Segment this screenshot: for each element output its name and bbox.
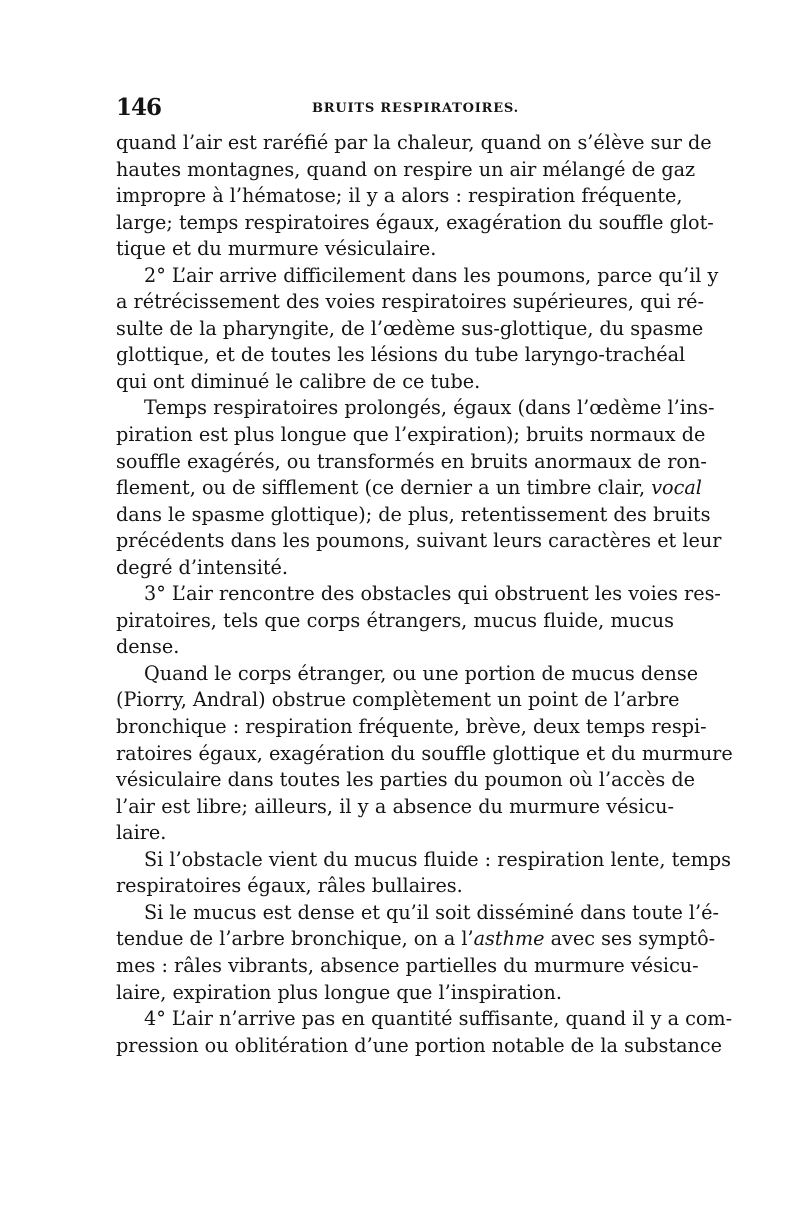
text-line: Temps respiratoires prolongés, égaux (dans l’œdème l’ins- (144, 396, 715, 420)
text-line: degré d’intensité. (116, 555, 288, 579)
text-line: précédents dans les poumons, suivant leurs caractères et leur (116, 529, 722, 553)
text-line: dense. (116, 635, 180, 659)
text-line: piration est plus longue que l’expiration); bruits normaux de (116, 423, 706, 447)
text-line: sulte de la pharyngite, de l’œdème sus-glottique, du spasme (116, 316, 704, 340)
text-line: quand l’air est raréfié par la chaleur, quand on s’élève sur de (116, 131, 712, 154)
text-line: flement, ou de sifflement (ce dernier a un timbre clair, vocal (116, 476, 702, 500)
text-line: large; temps respiratoires égaux, exagération du souffle glot- (116, 210, 714, 234)
text-line: pression ou oblitération d’une portion notable de la substance (116, 1033, 722, 1057)
text-line: a rétrécissement des voies respiratoires supérieures, qui ré- (116, 290, 704, 314)
text-line: piratoires, tels que corps étrangers, mucus fluide, mucus (116, 608, 674, 632)
text-line: 4° L’air n’arrive pas en quantité suffisante, quand il y a com- (144, 1007, 733, 1031)
page-number: 146 (116, 94, 162, 121)
text-line: Si le mucus est dense et qu’il soit disséminé dans toute l’é- (144, 900, 719, 924)
text-line: tique et du murmure vésiculaire. (116, 237, 437, 261)
text-line: glottique, et de toutes les lésions du tube laryngo-trachéal (116, 343, 686, 367)
text-line: 3° L’air rencontre des obstacles qui obstruent les voies res- (144, 582, 721, 606)
text-line: vésiculaire dans toutes les parties du poumon où l’accès de (116, 768, 696, 792)
page-header (116, 94, 676, 124)
text-line: respiratoires égaux, râles bullaires. (116, 874, 463, 898)
italic-term: asthme (473, 927, 545, 951)
text-line: laire. (116, 821, 167, 845)
text-line: qui ont diminué le calibre de ce tube. (116, 369, 481, 393)
text-line: l’air est libre; ailleurs, il y a absence du murmure vésicu- (116, 794, 674, 818)
text-line: 2° L’air arrive difficilement dans les poumons, parce qu’il y (144, 263, 719, 287)
text-line: souffle exagérés, ou transformés en bruits anormaux de ron- (116, 449, 707, 473)
text-line: mes : râles vibrants, absence partielles du murmure vésicu- (116, 953, 699, 977)
text-line: dans le spasme glottique); de plus, retentissement des bruits (116, 502, 711, 526)
text-line: hautes montagnes, quand on respire un air mélangé de gaz (116, 157, 696, 181)
text-line: bronchique : respiration fréquente, brève, deux temps respi- (116, 715, 707, 739)
text-line: Si l’obstacle vient du mucus fluide : respiration lente, temps (144, 847, 731, 871)
body-text (116, 130, 733, 1059)
text-line: (Piorry, Andral) obstrue complètement un point de l’arbre (116, 688, 680, 712)
italic-term: vocal (651, 476, 702, 500)
text-line: ratoires égaux, exagération du souffle glottique et du murmure (116, 741, 733, 765)
text-line: impropre à l’hématose; il y a alors : respiration fréquente, (116, 184, 683, 208)
text-line: tendue de l’arbre bronchique, on a l’asthme avec ses symptô- (116, 927, 716, 951)
running-head: BRUITS RESPIRATOIRES. (312, 101, 519, 116)
text-line: Quand le corps étranger, ou une portion de mucus dense (144, 661, 699, 685)
text-line: laire, expiration plus longue que l’inspiration. (116, 980, 562, 1004)
